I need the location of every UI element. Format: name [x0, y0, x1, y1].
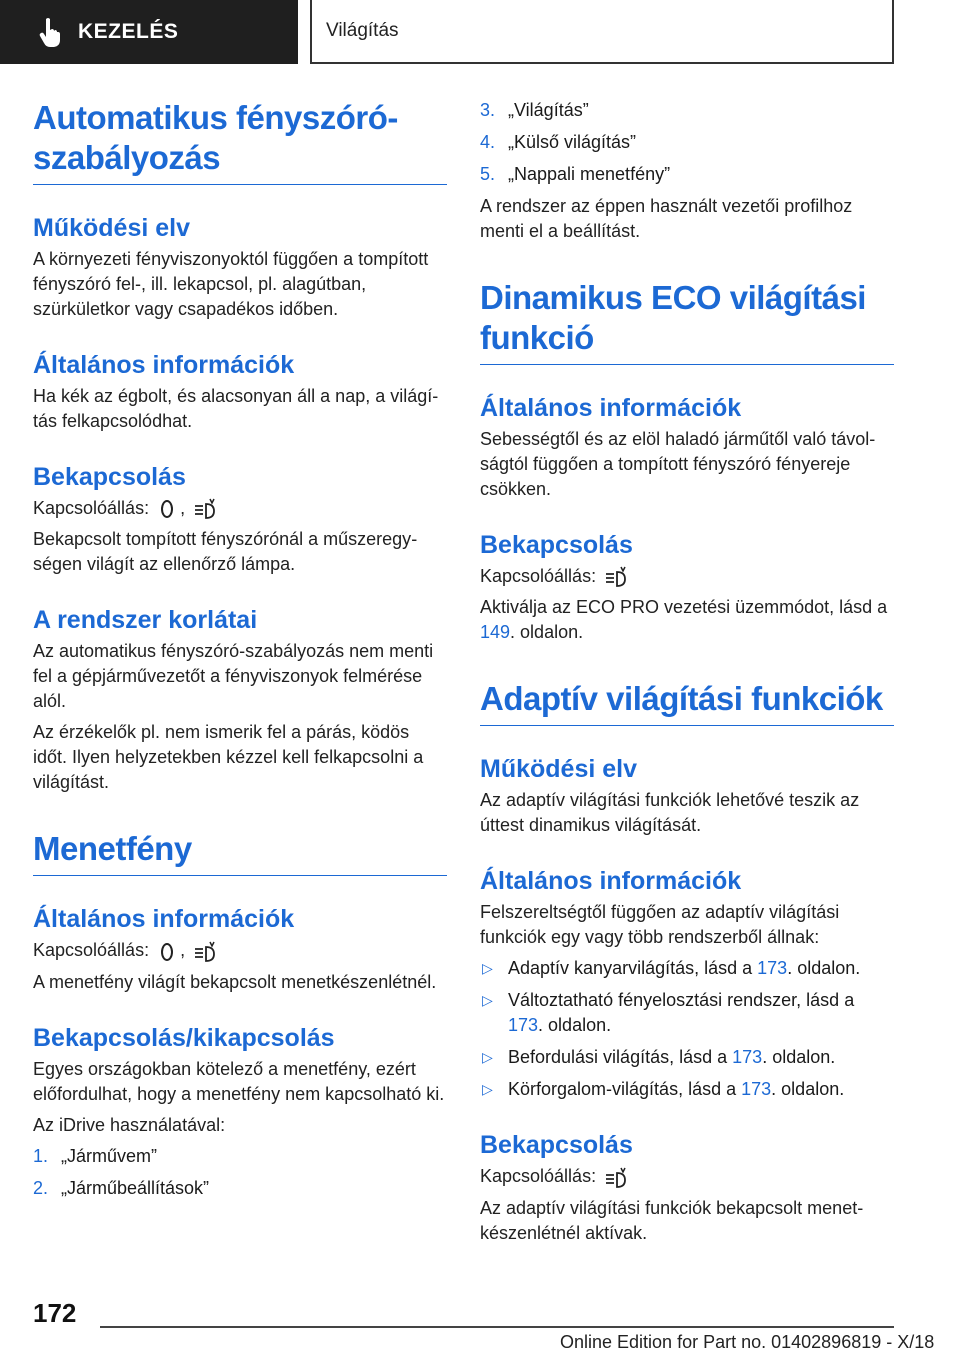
text: Körforgalom-világítás, lásd a — [508, 1079, 737, 1100]
hand-pointer-icon — [38, 17, 66, 47]
paragraph-equipment: Felszereltségtől függően az adaptív világítási funkciók egy vagy több rendszerből állnak: — [480, 902, 840, 948]
text: Adaptív kanyarvilágítás, lásd a — [508, 958, 753, 979]
idrive-steps-list-continued — [480, 98, 894, 187]
text: . oldalon. — [762, 1047, 836, 1068]
triangle-bullet-icon: ▷ — [482, 992, 493, 1009]
adaptive-functions-list — [480, 956, 894, 1102]
list-item — [480, 988, 894, 1038]
switch-position-label: Kapcsolóállás: — [33, 498, 150, 518]
switch-position-label: Kapcsolóállás: — [480, 566, 597, 586]
paragraph-switch-on-1: Bekapcsolt tompított fényszórónál a műszeregységen világít az ellenőrző lámpa. — [33, 529, 418, 575]
list-item — [480, 1077, 894, 1102]
heading-general-info-1: Általános információk — [33, 351, 295, 379]
heading-daytime-light: Menetfény — [33, 829, 447, 876]
edition-text: Online Edition for Part no. 01402896819 - X/18 — [560, 1332, 935, 1352]
heading-switch-on-off: Bekapcsolás/kikapcsolás — [33, 1023, 335, 1052]
page-link-173[interactable]: 173 — [508, 1015, 539, 1036]
list-text: „Járműbeállítások” — [61, 1177, 210, 1198]
triangle-bullet-icon: ▷ — [482, 1049, 493, 1066]
text: . oldalon. — [787, 958, 861, 979]
paragraph-switch-position-3 — [480, 564, 894, 589]
paragraph-daytime-light: A menetfény világít bekapcsolt menetkészenlétnél. — [33, 971, 437, 992]
auto-headlight-icon — [193, 497, 219, 521]
left-column — [33, 98, 447, 1208]
list-text: „Nappali menetfény” — [508, 164, 671, 184]
heading-operating-principle-2: Működési elv — [480, 755, 637, 784]
list-text: „Világítás” — [508, 100, 589, 120]
page-link-173[interactable]: 173 — [757, 958, 788, 979]
page-number: 172 — [33, 1298, 77, 1328]
section-label: KEZELÉS — [78, 20, 179, 43]
list-item — [480, 130, 894, 155]
paragraph-switch-position-2 — [33, 938, 447, 963]
auto-headlight-icon — [193, 940, 219, 964]
paragraph-limits-1: Az automatikus fényszóró-szabályozás nem menti fel a gépjárművezetőt a fényviszonyok felmérése alól. — [33, 641, 434, 712]
paragraph-general-info-1: Ha kék az égbolt, és alacsonyan áll a nap, a világítás felkapcsolódhat. — [33, 386, 439, 431]
footer-divider — [100, 1326, 894, 1328]
heading-switch-on-3: Bekapcsolás — [480, 1131, 633, 1160]
paragraph-countries: Egyes országokban kötelező a menetfény, ezért előfordulhat, hogy a menetfény nem kapcsolható ki. — [33, 1058, 445, 1104]
text: Aktiválja az ECO PRO vezetési üzemmódot, lásd a — [480, 597, 888, 618]
heading-operating-principle: Működési elv — [33, 214, 190, 242]
text: . oldalon. — [538, 1015, 612, 1036]
paragraph-limits-2: Az érzékelők pl. nem ismerik fel a párás, ködös időt. Ilyen helyzetekben kézzel kell felkapcsolni a világítást. — [33, 722, 424, 793]
auto-headlight-icon — [604, 1166, 630, 1190]
list-item — [33, 1176, 447, 1201]
switch-position-label: Kapcsolóállás: — [33, 940, 150, 961]
text: . oldalon. — [510, 622, 584, 643]
heading-system-limits: A rendszer korlátai — [33, 606, 258, 635]
auto-light-zero-icon — [157, 498, 177, 520]
paragraph-idrive: Az iDrive használatával: — [33, 1114, 226, 1135]
section-tab — [0, 0, 298, 64]
list-number: 4. — [480, 132, 496, 152]
heading-general-info-4: Általános információk — [480, 867, 742, 896]
heading-switch-on-2: Bekapcsolás — [480, 531, 633, 559]
list-item — [480, 162, 894, 187]
list-number: 2. — [33, 1177, 49, 1198]
comma-separator: , — [180, 940, 186, 961]
list-item — [480, 956, 894, 981]
list-item — [480, 98, 894, 123]
text: Befordulási világítás, lásd a — [508, 1047, 728, 1068]
heading-automatic-headlight: Automatikus fényszóró-szabályozás — [33, 98, 447, 185]
triangle-bullet-icon: ▷ — [482, 960, 493, 977]
right-column — [480, 98, 894, 1252]
paragraph-adaptive-active: Az adaptív világítási funkciók bekapcsolt menetkészenlétnél aktívak. — [480, 1197, 864, 1243]
page-link-173[interactable]: 173 — [741, 1079, 772, 1100]
list-item — [480, 1045, 894, 1070]
list-number: 3. — [480, 100, 496, 120]
switch-position-label: Kapcsolóállás: — [480, 1166, 597, 1187]
heading-adaptive-light: Adaptív világítási funkciók — [480, 679, 894, 726]
auto-light-zero-icon — [157, 941, 177, 963]
list-text: „Külső világítás” — [508, 132, 637, 152]
heading-switch-on-1: Bekapcsolás — [33, 463, 186, 491]
paragraph-activate-eco — [480, 595, 894, 645]
paragraph-switch-position-1 — [33, 496, 447, 521]
comma-separator: , — [180, 498, 186, 518]
idrive-steps-list — [33, 1144, 447, 1201]
paragraph-switch-position-4 — [480, 1164, 894, 1189]
heading-eco-light: Dinamikus ECO világítási funkció — [480, 278, 894, 365]
heading-general-info-3: Általános információk — [480, 394, 742, 422]
paragraph-profile: A rendszer az éppen használt vezetői profilhoz menti el a beállítást. — [480, 196, 853, 241]
paragraph-adaptive: Az adaptív világítási funkciók lehetővé teszik az úttest dinamikus világítását. — [480, 790, 860, 836]
auto-headlight-icon — [604, 565, 630, 589]
page-link-149[interactable]: 149 — [480, 622, 511, 643]
text: Változtatható fényelosztási rendszer, lásd a — [508, 990, 855, 1011]
heading-general-info-2: Általános információk — [33, 905, 295, 934]
list-item — [33, 1144, 447, 1169]
list-number: 5. — [480, 164, 496, 184]
chapter-label: Világítás — [326, 20, 399, 41]
paragraph-speed: Sebességtől és az elöl haladó járműtől való távolságtól függően a tompított fényszóró fényereje csökken. — [480, 429, 876, 499]
page-link-173[interactable]: 173 — [732, 1047, 763, 1068]
list-number: 1. — [33, 1145, 49, 1166]
text: . oldalon. — [771, 1079, 845, 1100]
triangle-bullet-icon: ▷ — [482, 1081, 493, 1098]
chapter-header — [310, 0, 894, 64]
list-text: „Járművem” — [61, 1145, 158, 1166]
paragraph-operating-principle: A környezeti fényviszonyoktól függően a tompított fényszóró fel-, ill. lekapcsol, pl. alagútban, szürkületkor vagy csapadékos időben. — [33, 249, 429, 319]
